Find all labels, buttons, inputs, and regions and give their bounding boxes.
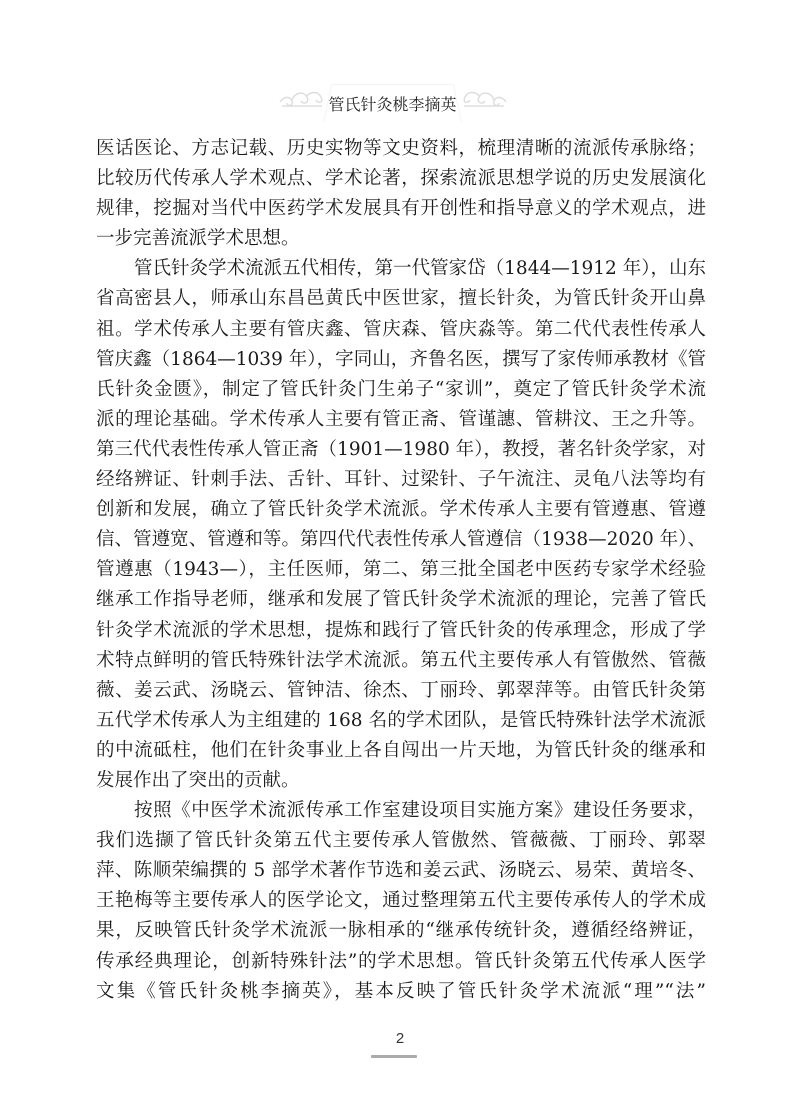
text-line: 比较历代传承人学术观点、学术论著，探索流派思想学说的历史发展演化	[96, 168, 706, 190]
text-line: 第三代代表性传承人管正斋（1901—1980 年），教授，著名针灸学家，对	[96, 438, 706, 460]
page-number: 2	[395, 1030, 405, 1047]
text-line: 针灸学术流派的学术思想，提炼和践行了管氏针灸的传承理念，形成了学	[96, 619, 706, 641]
text-line: 继承工作指导老师，继承和发展了管氏针灸学术流派的理论，完善了管氏	[96, 589, 706, 611]
text-line: 省高密县人，师承山东昌邑黄氏中医世家，擅长针灸，为管氏针灸开山鼻	[96, 288, 706, 310]
text-line: 发展作出了突出的贡献。	[96, 769, 300, 791]
text-line: 医话医论、方志记载、历史实物等文史资料，梳理清晰的流派传承脉络；	[96, 138, 706, 159]
text-line: 萍、陈顺荣编撰的 5 部学术著作节选和姜云武、汤晓云、易荣、黄培冬、	[96, 860, 706, 882]
text-line: 的中流砥柱，他们在针灸事业上各自闯出一片天地，为管氏针灸的继承和	[96, 739, 706, 761]
text-line: 管庆鑫（1864—1039 年），字同山，齐鲁名医，撰写了家传师承教材《管	[96, 348, 706, 370]
text-line: 王艳梅等主要传承人的医学论文，通过整理第五代主要传承传人的学术成	[96, 890, 706, 912]
text-line: 按照《中医学术流派传承工作室建设项目实施方案》建设任务要求，	[134, 800, 706, 822]
body-text	[96, 134, 706, 1007]
text-line: 文集《管氏针灸桃李摘英》，基本反映了管氏针灸学术流派“理”“法”	[96, 980, 706, 1002]
running-title: 管氏针灸桃李摘英	[328, 95, 457, 114]
running-header	[0, 0, 800, 130]
text-line: 术特点鲜明的管氏特殊针法学术流派。第五代主要传承人有管傲然、管薇	[96, 649, 706, 671]
text-line: 薇、姜云武、汤晓云、管钟洁、徐杰、丁丽玲、郭翠萍等。由管氏针灸第	[96, 679, 706, 701]
text-line: 祖。学术传承人主要有管庆鑫、管庆森、管庆淼等。第二代代表性传承人	[96, 318, 706, 340]
text-line: 创新和发展，确立了管氏针灸学术流派。学术传承人主要有管遵惠、管遵	[96, 499, 706, 521]
paragraph	[96, 254, 706, 796]
text-line: 规律，挖掘对当代中医药学术发展具有开创性和指导意义的学术观点，进	[96, 198, 706, 220]
cloud-ornament-right-icon	[460, 86, 508, 108]
text-line: 经络辨证、针刺手法、舌针、耳针、过梁针、子午流注、灵龟八法等均有	[96, 469, 706, 491]
text-line: 派的理论基础。学术传承人主要有管正斋、管谨譓、管耕汶、王之升等。	[96, 408, 706, 430]
paragraph	[96, 796, 706, 1007]
text-line: 传承经典理论，创新特殊针法”的学术思想。管氏针灸第五代传承人医学	[96, 950, 706, 972]
text-line: 果，反映管氏针灸学术流派一脉相承的“继承传统针灸，遵循经络辨证，	[96, 920, 706, 942]
text-line: 五代学术传承人为主组建的 168 名的学术团队，是管氏特殊针法学术流派	[96, 709, 706, 731]
page-number-underline	[371, 1055, 417, 1058]
paragraph	[96, 134, 706, 254]
text-line: 管氏针灸学术流派五代相传，第一代管家岱（1844—1912 年），山东	[134, 258, 706, 280]
text-line: 一步完善流派学术思想。	[96, 228, 300, 250]
text-line: 信、管遵宽、管遵和等。第四代代表性传承人管遵信（1938—2020 年）、	[96, 529, 706, 551]
text-line: 氏针灸金匮》，制定了管氏针灸门生弟子“家训”，奠定了管氏针灸学术流	[96, 378, 706, 400]
text-line: 我们选撷了管氏针灸第五代主要传承人管傲然、管薇薇、丁丽玲、郭翠	[96, 830, 706, 852]
text-line: 管遵惠（1943—），主任医师，第二、第三批全国老中医药专家学术经验	[96, 559, 706, 581]
cloud-ornament-left-icon	[278, 86, 326, 108]
